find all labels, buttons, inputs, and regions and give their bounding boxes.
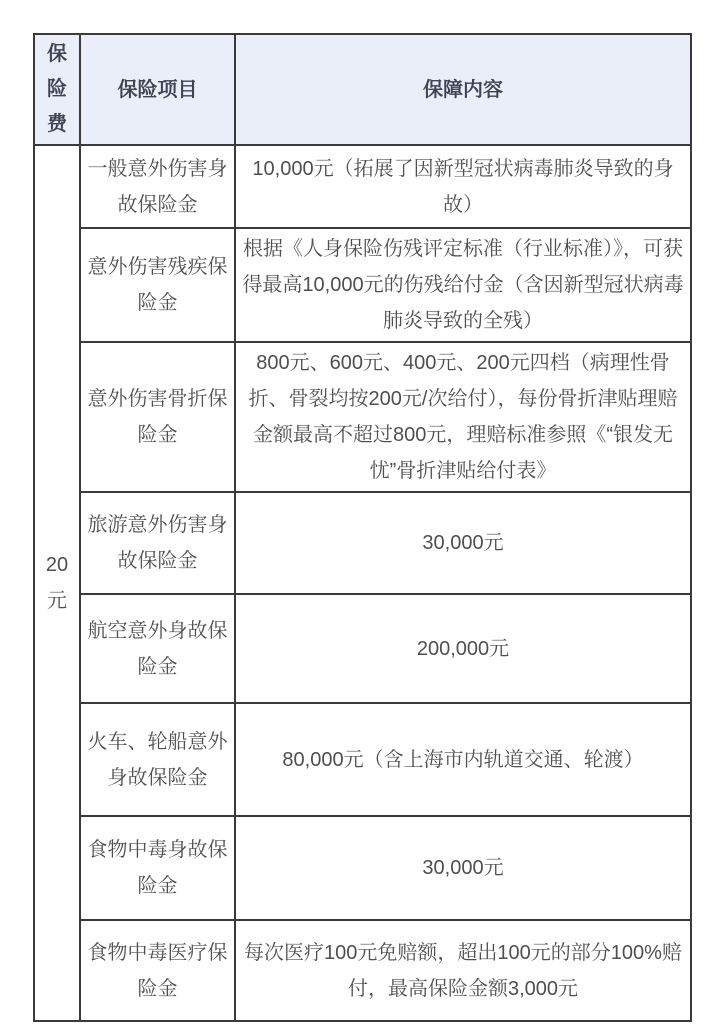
header-label-premium: 保险费	[47, 43, 67, 135]
item-cell-food-poisoning-medical: 食物中毒医疗保险金	[80, 920, 235, 1021]
table-header-row	[34, 34, 691, 145]
item-cell-accident-fracture: 意外伤害骨折保险金	[80, 342, 235, 492]
table-row	[34, 920, 691, 1021]
coverage-cell-aviation-accident-death: 200,000元	[235, 594, 691, 703]
table-row	[34, 492, 691, 594]
item-cell-train-ship-accident-death: 火车、轮船意外身故保险金	[80, 703, 235, 816]
table-row	[34, 594, 691, 703]
item-cell-general-accident-death: 一般意外伤害身故保险金	[80, 145, 235, 228]
coverage-cell-train-ship-accident-death: 80,000元（含上海市内轨道交通、轮渡）	[235, 703, 691, 816]
table-row	[34, 816, 691, 920]
header-label-coverage: 保障内容	[423, 78, 503, 101]
premium-unit: 元	[47, 590, 67, 612]
premium-amount: 20	[45, 554, 69, 576]
premium-value-cell	[34, 145, 80, 1021]
coverage-cell-travel-accident-death: 30,000元	[235, 492, 691, 594]
header-cell-premium	[34, 34, 80, 145]
table-row	[34, 145, 691, 228]
coverage-cell-accident-disability: 根据《人身保险伤残评定标准（行业标准）》，可获得最高10,000元的伤残给付金（含因新型冠状病毒肺炎导致的全残）	[235, 228, 691, 342]
insurance-coverage-table	[33, 33, 692, 1022]
header-label-item: 保险项目	[117, 78, 198, 101]
coverage-cell-food-poisoning-death: 30,000元	[235, 816, 691, 920]
table-row	[34, 703, 691, 816]
table-row	[34, 342, 691, 492]
item-cell-food-poisoning-death: 食物中毒身故保险金	[80, 816, 235, 920]
header-cell-coverage	[235, 34, 691, 145]
header-cell-item	[80, 34, 235, 145]
table-row	[34, 228, 691, 342]
coverage-cell-general-accident-death: 10,000元（拓展了因新型冠状病毒肺炎导致的身故）	[235, 145, 691, 228]
coverage-cell-accident-fracture: 800元、600元、400元、200元四档（病理性骨折、骨裂均按200元/次给付），每份骨折津贴理赔金额最高不超过800元，理赔标准参照《“银发无忧”骨折津贴给付表》	[235, 342, 691, 492]
coverage-cell-food-poisoning-medical: 每次医疗100元免赔额，超出100元的部分100%赔付，最高保险金额3,000元	[235, 920, 691, 1021]
item-cell-accident-disability: 意外伤害残疾保险金	[80, 228, 235, 342]
item-cell-travel-accident-death: 旅游意外伤害身故保险金	[80, 492, 235, 594]
item-cell-aviation-accident-death: 航空意外身故保险金	[80, 594, 235, 703]
